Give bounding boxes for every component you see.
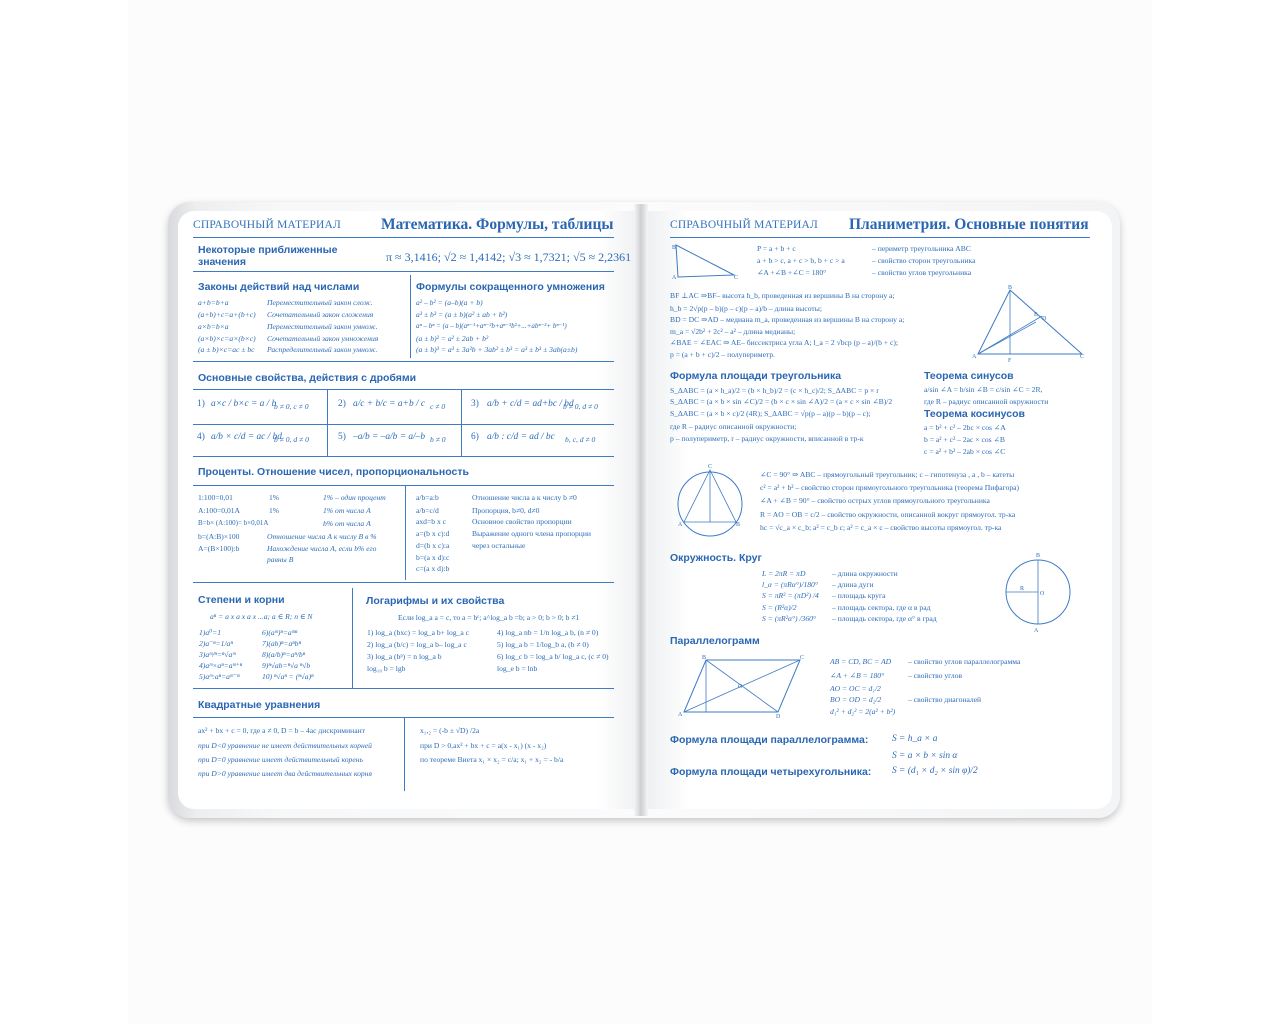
short-mult-row: (a ± b)³ = a³ ± 3a²b + 3ab² ± b³ = a³ ± b³ ± 3ab(a±b) xyxy=(416,345,578,354)
circle-desc: – длина окружности xyxy=(832,569,898,578)
percent-a: b=(A:B)×100 xyxy=(198,532,240,541)
par-formula: ∠A + ∠B = 180° xyxy=(830,671,885,680)
triangle-heights-figure xyxy=(970,284,1088,364)
power-rule: 9)ⁿ√ab=ⁿ√a ⁿ√b xyxy=(262,661,311,670)
area-row: где R – радиус описанной окружности; xyxy=(670,422,797,431)
fraction-cond: b ≠ 0, c ≠ 0 xyxy=(274,402,309,411)
percent-a: A=(B×100):b xyxy=(198,544,240,553)
fraction-num: 6) xyxy=(471,432,479,442)
column-divider xyxy=(461,389,462,456)
fraction-cond: b ≠ 0 xyxy=(430,435,446,444)
circle-desc: – длина дуги xyxy=(832,580,874,589)
right-triangle-row: ∠A + ∠B = 90° – свойство острых углов прямоугольного треугольника xyxy=(760,496,990,505)
fraction-cond: b ≠ 0, d ≠ 0 xyxy=(563,402,598,411)
fraction-num: 2) xyxy=(338,399,346,409)
fraction-num: 4) xyxy=(197,432,205,442)
log-rule: 1) log_a (bxc) = log_a b+ log_a c xyxy=(367,628,469,637)
divider xyxy=(193,485,614,486)
proportion-a: a/b=c/d xyxy=(416,506,439,515)
cosines-row: a = b² + c² – 2bc × cos ∠A xyxy=(924,423,1006,432)
short-mult-row: aⁿ – bⁿ = (a – b)(aⁿ⁻¹+aⁿ⁻²b+aⁿ⁻³b²+...+abⁿ⁻²+ bⁿ⁻¹) xyxy=(416,322,567,330)
circle-desc: – площадь сектора, где α° в град xyxy=(832,614,937,623)
proportion-desc: Основное свойство пропорции xyxy=(472,517,572,526)
power-rule: 4)aᵐ×aⁿ=aᵐ⁺ⁿ xyxy=(199,661,243,670)
header-rule xyxy=(193,237,614,238)
triangle-abc-figure xyxy=(670,241,740,281)
right-triangle-row: c² = a² + b² – свойство сторон прямоугольного треугольника (теорема Пифагора) xyxy=(760,483,1020,492)
sines-row: где R – радиус описанной окружности xyxy=(924,397,1049,406)
log-rule: log₁₀ b = lgb xyxy=(367,664,406,673)
power-rule: 5)aᵐ:aⁿ=aᵐ⁻ⁿ xyxy=(199,672,240,681)
right-triangle-row: hc = √c_a × c_b; a² = c_b c; a² = c_a × c – свойство высоты прямоугол. тр-ка xyxy=(760,523,1002,532)
svg-text:B: B xyxy=(702,655,707,661)
percent-c: равны B xyxy=(267,555,294,564)
svg-text:F: F xyxy=(1008,358,1012,364)
power-rule: 6)(aᵐ)ⁿ=aᵐⁿ xyxy=(262,628,298,637)
fraction-num: 5) xyxy=(338,432,346,442)
law-formula: (a×b)×c=a×(b×c) xyxy=(198,334,256,343)
log-rule: 2) log_a (b/c) = log_a b– log_a c xyxy=(367,640,467,649)
svg-text:D: D xyxy=(776,714,781,720)
column-divider xyxy=(352,588,353,688)
percent-a: 1:100=0,01 xyxy=(198,493,233,502)
svg-text:A: A xyxy=(1034,628,1039,634)
percent-title: Проценты. Отношение чисел, пропорциональность xyxy=(198,466,469,478)
divider xyxy=(193,424,614,425)
percent-c: b% от числа A xyxy=(323,519,371,528)
log-rule: 5) log_a b = 1/log_b a, (b ≠ 0) xyxy=(497,640,589,649)
svg-text:O: O xyxy=(1040,591,1045,597)
triangle-line: m_a = √2b² + 2c² – a² – длина медианы; xyxy=(670,327,796,336)
short-mult-row: a² – b² = (a–b)(a + b) xyxy=(416,298,483,307)
cosines-row: b = a² + c² – 2ac × cos ∠B xyxy=(924,435,1005,444)
divider xyxy=(193,361,614,362)
approx-title-1: Некоторые приближенные xyxy=(198,244,338,256)
quadratic-row: при D>0 уравнение имеет два действительных корня xyxy=(198,769,372,778)
fraction-num: 3) xyxy=(471,399,479,409)
fraction-cond: c ≠ 0 xyxy=(430,402,446,411)
sines-title: Теорема синусов xyxy=(924,370,1014,382)
circle-formula: S = (R²α)/2 xyxy=(762,603,797,612)
triangle-desc: – периметр треугольника ABC xyxy=(872,244,971,253)
percent-b: 1% xyxy=(269,506,280,515)
par-area-title: Формула площади параллелограмма: xyxy=(670,734,869,746)
par-area-formula-2: S = a × b × sin α xyxy=(892,751,958,761)
quad-area-title: Формула площади четырехугольника: xyxy=(670,766,872,778)
proportion-a: d=(b x c):a xyxy=(416,541,450,550)
law-desc: Распределительный закон умнож. xyxy=(267,345,378,354)
par-desc: – свойство диагоналей xyxy=(908,695,982,704)
triangle-formula: ∠A +∠B +∠C = 180° xyxy=(757,268,827,277)
quadratic-row: при D=0 уравнение имеет действительный корень xyxy=(198,755,363,764)
short-mult-title: Формулы сокращенного умножения xyxy=(416,281,605,293)
power-rule: 7)(ab)ⁿ=aⁿbⁿ xyxy=(262,639,301,648)
left-page xyxy=(178,211,634,809)
triangle-line: ∠BAE = ∠EAC ⇒ AE– биссектриса угла A; l_a = 2 √bcp (p – a)/(b + c); xyxy=(670,338,898,347)
circle-desc: – площадь сектора, где α в рад xyxy=(832,603,931,612)
triangle-line: BF ⊥AC ⇒BF– высота h_b, проведенная из вершины B на сторону a; xyxy=(670,291,895,300)
law-desc: Переместительный закон слож. xyxy=(267,298,373,307)
circle-figure xyxy=(1004,548,1078,634)
right-triangle-row: R = AO = OB = c/2 – свойство окружности, описанной вокруг прямоугол. тр-ка xyxy=(760,510,1016,519)
divider xyxy=(193,688,614,689)
fraction-expr: a/c + b/c = a+b / c xyxy=(353,399,426,409)
parallelogram-figure xyxy=(676,654,808,720)
triangle-line: p = (a + b + c)/2 – полупериметр. xyxy=(670,350,776,359)
triangle-desc: – свойство углов треугольника xyxy=(872,268,972,277)
proportion-a: a=(b x c):d xyxy=(416,529,450,538)
divider xyxy=(193,582,614,583)
percent-c: 1% от числа A xyxy=(323,506,371,515)
circle-desc: – площадь круга xyxy=(832,591,886,600)
triangle-formula: a + b > c, a + c > b, b + c > a xyxy=(757,256,845,265)
svg-text:D: D xyxy=(1042,316,1047,322)
laws-title: Законы действий над числами xyxy=(198,281,360,293)
right-header-label: СПРАВОЧНЫЙ МАТЕРИАЛ xyxy=(670,219,819,231)
svg-text:C: C xyxy=(708,464,713,470)
power-rule: 2)a⁻ⁿ=1/aⁿ xyxy=(199,639,233,648)
left-header-title: Математика. Формулы, таблицы xyxy=(381,216,614,233)
triangle-line: BD = DC ⇒AD – медиана m_a, проведенная из вершины B на сторону a; xyxy=(670,315,905,324)
column-divider xyxy=(327,389,328,456)
svg-text:B: B xyxy=(736,522,741,528)
law-formula: a×b=b×a xyxy=(198,322,229,331)
quadratic-root: x₁,₂ = (-b ± √D) /2a xyxy=(420,726,480,735)
law-desc: Сочетательный закон умножения xyxy=(267,334,379,343)
logs-title: Логарифмы и их свойства xyxy=(366,595,505,607)
proportion-desc: Отношение числа а к числу b ≠0 xyxy=(472,493,577,502)
circle-formula: l_α = (πRα°)/180° xyxy=(762,580,818,589)
par-desc: – свойство углов параллелограмма xyxy=(908,657,1021,666)
power-rule: 8)(a/b)ⁿ=aⁿ/bⁿ xyxy=(262,650,306,659)
column-divider xyxy=(410,275,411,358)
divider xyxy=(193,389,614,390)
proportion-a: b=(a x d):c xyxy=(416,553,450,562)
fraction-expr: a/b × c/d = ac / bd xyxy=(211,432,282,442)
quadratic-row: ax² + bx + c = 0, где a ≠ 0, D = b – 4ac дискриминант xyxy=(198,726,365,735)
area-row: p – полупериметр, r – радиус окружности, вписанной в тр-к xyxy=(670,434,864,443)
short-mult-row: (a ± b)² = a² ± 2ab + b² xyxy=(416,334,489,343)
cosines-row: c = a² + b² – 2ab × cos ∠C xyxy=(924,447,1006,456)
par-area-formula-1: S = h_a × a xyxy=(892,734,938,744)
log-rule: 3) log_a (bᵖ) = n log_a b xyxy=(367,652,442,661)
percent-c: Отношение числа A к числу B в % xyxy=(267,532,377,541)
fraction-expr: a×c / b×c = a / b xyxy=(211,399,277,409)
svg-text:R: R xyxy=(1020,586,1025,592)
proportion-a: axd=b x c xyxy=(416,517,447,526)
svg-text:E: E xyxy=(1034,312,1038,318)
svg-text:A: A xyxy=(972,354,977,360)
power-rule: 10) ⁿ√aⁿ = (ⁿ√a)ⁿ xyxy=(262,672,314,681)
sines-row: a/sin ∠A = b/sin ∠B = c/sin ∠C = 2R, xyxy=(924,385,1043,394)
par-formula: BO = OD = d₂/2 xyxy=(830,695,882,704)
quadratic-title: Квадратные уравнения xyxy=(198,699,321,711)
fraction-expr: a/b : c/d = ad / bc xyxy=(487,432,555,442)
svg-text:C: C xyxy=(800,655,805,661)
fraction-num: 1) xyxy=(197,399,205,409)
percent-c: 1% – один процент xyxy=(323,493,386,502)
circle-title: Окружность. Круг xyxy=(670,552,762,564)
triangle-formula: P = a + b + c xyxy=(757,244,796,253)
area-row: S_ΔABC = (a × b × c)/2 (4R); S_ΔABC = √p(p – a)(p – b)(p – c); xyxy=(670,409,871,418)
divider xyxy=(193,456,614,457)
proportion-desc: Пропорция, b≠0, d≠0 xyxy=(472,506,540,515)
law-desc: Переместительный закон умнож. xyxy=(267,322,378,331)
quadratic-row: при D<0 уравнение не имеет действительных корней xyxy=(198,741,372,750)
percent-b: 1% xyxy=(269,493,280,502)
circle-formula: S = (πR²α°) /360° xyxy=(762,614,816,623)
svg-text:B: B xyxy=(1036,553,1041,559)
powers-title: Степени и корни xyxy=(198,594,285,606)
fraction-expr: a/b + c/d = ad+bc / bd xyxy=(487,399,574,409)
fractions-title: Основные свойства, действия с дробями xyxy=(198,372,417,384)
fraction-cond: b, c, d ≠ 0 xyxy=(565,435,596,444)
svg-text:O: O xyxy=(738,684,743,690)
cosines-title: Теорема косинусов xyxy=(924,408,1025,420)
proportion-a: c=(a x d):b xyxy=(416,564,450,573)
left-header-label: СПРАВОЧНЫЙ МАТЕРИАЛ xyxy=(193,219,342,231)
par-desc: – свойство углов xyxy=(908,671,963,680)
vieta-theorem: по теореме Виета x₁ × x₂ = c/a; x₁ + x₂ = - b/a xyxy=(420,755,564,764)
svg-text:B: B xyxy=(1008,285,1013,291)
percent-a: B=b× (A:100)= b×0,01A xyxy=(198,519,269,527)
svg-text:A: A xyxy=(678,712,683,718)
law-formula: (a ± b)×c=ac ± bc xyxy=(198,345,255,354)
log-rule: log_e b = lnb xyxy=(497,664,538,673)
triangle-line: h_b = 2√p(p – b)(p – c)(p – a)/b – длина высоты; xyxy=(670,304,822,313)
divider xyxy=(193,271,614,272)
proportion-desc: Выражение одного члена пропорции xyxy=(472,529,591,538)
law-desc: Сочетательный закон сложения xyxy=(267,310,374,319)
svg-text:C: C xyxy=(1080,354,1085,360)
percent-c: Нахождение числа A, если b% его xyxy=(267,544,377,553)
quadratic-factor: при D > 0,ax² + bx + c = a(x - x₁) (x - x₂) xyxy=(420,741,547,750)
percent-a: A:100=0,01A xyxy=(198,506,241,515)
fraction-cond: b ≠ 0, d ≠ 0 xyxy=(274,435,309,444)
triangle-desc: – свойство сторон треугольника xyxy=(872,256,976,265)
proportion-desc: через остальные xyxy=(472,541,526,550)
quad-area-formula: S = (d₁ × d₂ × sin φ)/2 xyxy=(892,766,978,776)
svg-text:B: B xyxy=(672,245,677,251)
area-title: Формула площади треугольника xyxy=(670,370,842,382)
svg-text:A: A xyxy=(672,275,677,281)
svg-text:C: C xyxy=(734,275,739,281)
par-formula: AB = CD, BC = AD xyxy=(830,657,892,666)
right-triangle-row: ∠C = 90° ⇒ ABC – прямоугольный треугольник; c – гипотенуза , a , b – катеты xyxy=(760,470,1015,479)
area-row: S_ΔABC = (a × h_a)/2 = (b × h_b)/2 = (c × h_c)/2; S_ΔABC = p × r xyxy=(670,386,879,395)
powers-intro: aⁿ = a x a x a x ...a; a ∈ R; n ∈ N xyxy=(210,612,313,621)
law-formula: a+b=b+a xyxy=(198,298,229,307)
approx-title-2: значения xyxy=(198,256,246,268)
circle-formula: S = πR² = (πD²) /4 xyxy=(762,591,819,600)
power-rule: 1)a⁰=1 xyxy=(199,628,222,637)
area-row: S_ΔABC = (a × b × sin ∠C)/2 = (b × c × sin ∠A)/2 = (a × c × sin ∠B)/2 xyxy=(670,397,893,406)
svg-text:A: A xyxy=(678,522,683,528)
circle-formula: L = 2πR = πD xyxy=(762,569,806,578)
logs-intro: Если log_a a = c, то a = bᶜ; a^log_a b =b; a > 0; b > 0; b ≠1 xyxy=(398,613,580,622)
approx-values: π ≈ 3,1416; √2 ≈ 1,4142; √3 ≈ 1,7321; √5 ≈ 2,2361 xyxy=(386,250,632,264)
par-formula: d₁² + d₂² = 2(a² + b²) xyxy=(830,707,896,716)
par-formula: AO = OC = d₁/2 xyxy=(830,684,881,693)
column-divider xyxy=(404,717,405,791)
law-formula: (a+b)+c=a+(b+c) xyxy=(198,310,256,319)
fraction-expr: –a/b = –a/b = a/–b xyxy=(353,432,426,442)
log-rule: 4) log_a nb = 1/n log_a b, (n ≠ 0) xyxy=(497,628,599,637)
header-rule xyxy=(670,237,1090,238)
column-divider xyxy=(405,485,406,580)
log-rule: 6) log_c b = log_a b/ log_a c, (c ≠ 0) xyxy=(497,652,609,661)
circumscribed-circle-figure xyxy=(674,460,748,544)
parallelogram-title: Параллелограмм xyxy=(670,635,760,647)
proportion-a: a/b=a:b xyxy=(416,493,439,502)
power-rule: 3)aᵐ/ⁿ=ⁿ√aᵐ xyxy=(199,650,236,659)
notebook-spine xyxy=(634,204,648,816)
short-mult-row: a³ ± b³ = (a ± b)(a² ± ab + b²) xyxy=(416,310,508,319)
right-header-title: Планиметрия. Основные понятия xyxy=(849,216,1089,233)
